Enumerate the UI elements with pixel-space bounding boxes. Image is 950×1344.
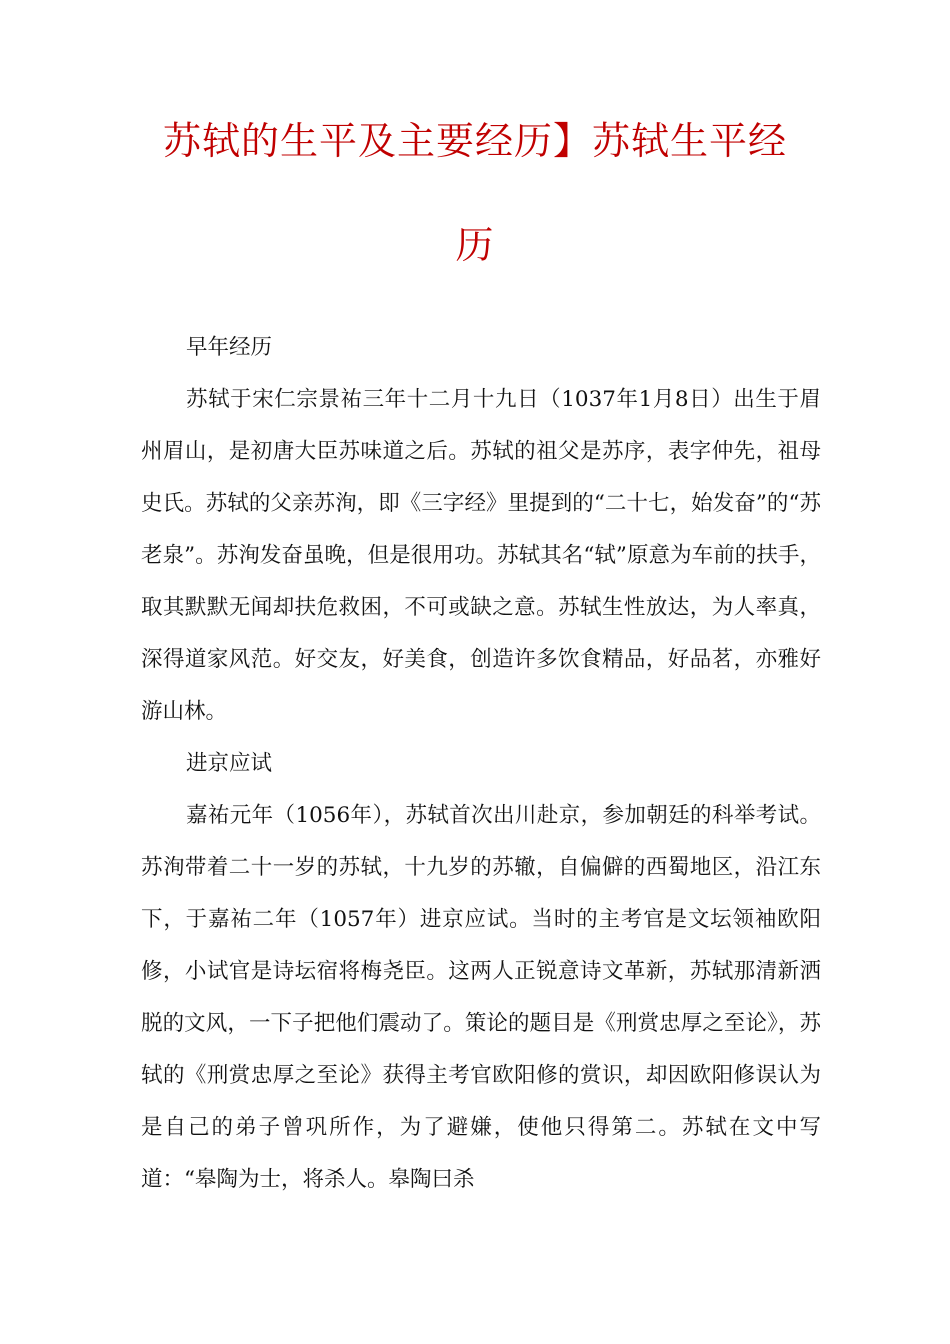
section-paragraph-early-years: 苏轼于宋仁宗景祐三年十二月十九日（1037年1月8日）出生于眉州眉山，是初唐大臣苏味道之后。苏轼的祖父是苏序，表字仲先，祖母史氏。苏轼的父亲苏洵，即《三字经》里提到的“二十七，始发奋”的“苏老泉”。苏洵发奋虽晚，但是很用功。苏轼其名“轼”原意为车前的扶手，取其默默无闻却扶危救困，不可或缺之意。苏轼生性放达，为人率真，深得道家风范。好交友，好美食，创造许多饮食精品，好品茗，亦雅好游山林。	[141, 387, 821, 724]
document-title-line-1: 苏轼的生平及主要经历】苏轼生平经	[162, 119, 787, 163]
document-title-line-2: 历	[455, 223, 495, 267]
document-body	[141, 322, 821, 1206]
section-heading-capital-exam: 进京应试	[186, 751, 273, 776]
section-paragraph-capital-exam: 嘉祐元年（1056年），苏轼首次出川赴京，参加朝廷的科举考试。苏洵带着二十一岁的苏轼，十九岁的苏辙，自偏僻的西蜀地区，沿江东下，于嘉祐二年（1057年）进京应试。当时的主考官是文坛领袖欧阳修，小试官是诗坛宿将梅尧臣。这两人正锐意诗文革新，苏轼那清新洒脱的文风，一下子把他们震动了。策论的题目是《刑赏忠厚之至论》，苏轼的《刑赏忠厚之至论》获得主考官欧阳修的赏识，却因欧阳修误认为是自己的弟子曾巩所作，为了避嫌，使他只得第二。苏轼在文中写道：“皋陶为士，将杀人。皋陶曰杀	[141, 803, 821, 1192]
section-heading-early-years: 早年经历	[186, 335, 273, 360]
